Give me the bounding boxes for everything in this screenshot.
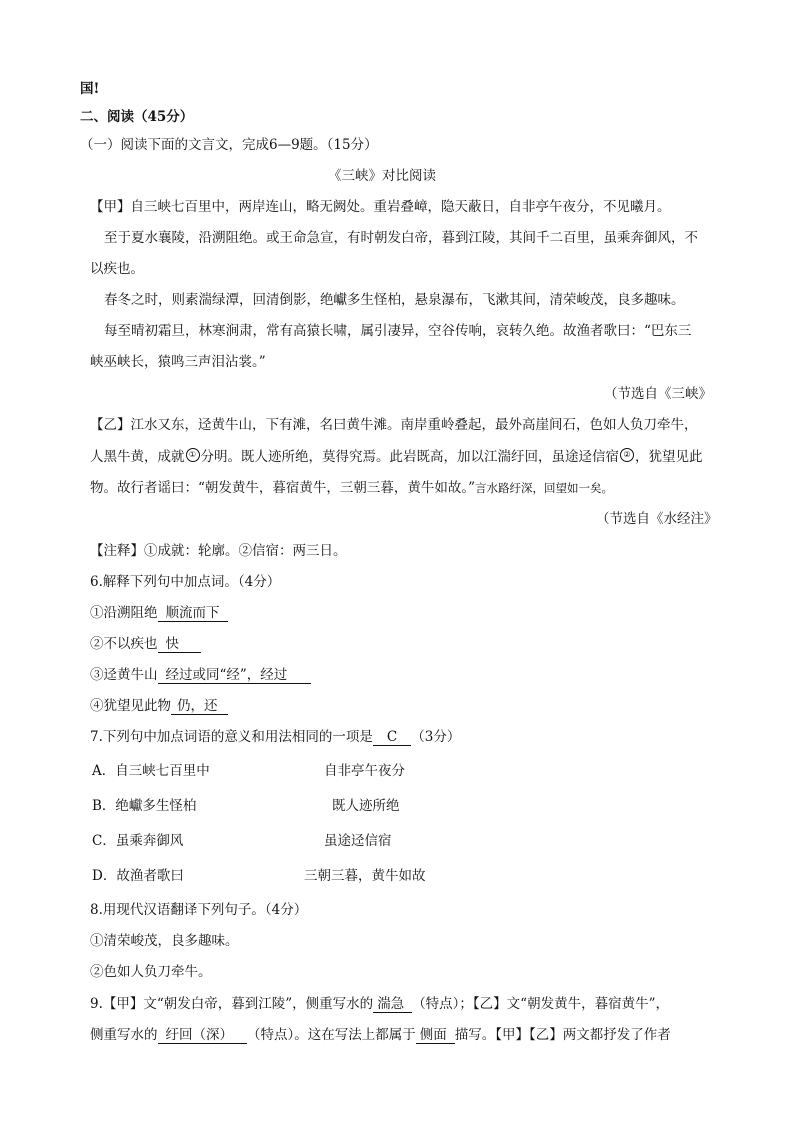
jia-paragraph-3: 春冬之时，则素湍绿潭，回清倒影，绝巘多生怪柏，悬泉瀑布，飞漱其间，清荣峻茂，良多趣味。 [104, 292, 685, 308]
q9-answer-2: 纡回（深） [158, 1027, 248, 1044]
q9-line-1-a: 9.【甲】文“朝发白帝，暮到江陵”，侧重写水的 [90, 996, 374, 1012]
q9-answer-3: 侧面 [416, 1027, 455, 1044]
note-marker-2: ② [620, 448, 634, 462]
q6-item-1-answer: 顺流而下 [158, 605, 228, 622]
yi-source: （节选自《水经注》 [596, 511, 718, 527]
jia-source: （节选自《三峡》 [604, 386, 712, 402]
q6-item-2 [90, 635, 201, 653]
yi-line-1: 【乙】江水又东，迳黄牛山，下有滩，名曰黄牛滩。南岸重岭叠起，最外高崖间石，色如人负刀牵牛， [90, 417, 698, 433]
q6-item-2-answer: 快 [158, 636, 202, 653]
q7-points: （3分） [411, 729, 461, 745]
q9-line-1 [90, 995, 669, 1013]
yi-line-2-a: 人黑牛黄，成就 [90, 449, 185, 465]
q6-item-3 [90, 666, 311, 684]
q7-option-d-right: 三朝三暮，黄牛如故 [304, 868, 426, 884]
q7-option-c-right: 虽途迳信宿 [324, 833, 392, 849]
q6-item-2-question: ②不以疾也 [90, 636, 158, 652]
q7-option-d-left: D．故渔者歌曰 [92, 868, 184, 884]
q6-item-4-answer: 仍，还 [171, 698, 228, 715]
q7-stem-text: 7.下列句中加点词语的意义和用法相同的一项是 [90, 729, 373, 745]
jia-paragraph-1: 【甲】自三峡七百里中，两岸连山，略无阙处。重岩叠嶂，隐天蔽日，自非亭午夜分，不见曦月。 [90, 199, 671, 215]
q6-item-3-question: ③迳黄牛山 [90, 667, 158, 683]
q6-item-4 [90, 697, 228, 715]
section-title: 二、阅读（45分） [80, 109, 194, 125]
q7-option-a-right: 自非亭午夜分 [324, 763, 405, 779]
q9-answer-1: 湍急 [373, 996, 412, 1013]
q6-item-4-question: ④犹望见此物 [90, 698, 171, 714]
q9-line-2 [90, 1026, 671, 1044]
jia-paragraph-4-cont: 峡巫峡长，猿鸣三声泪沾裳。” [90, 354, 266, 370]
part-instruction: （一）阅读下面的文言文，完成6—9题。（15分） [80, 137, 378, 153]
q6-item-1 [90, 604, 228, 622]
jia-paragraph-2: 至于夏水襄陵，沿溯阻绝。或王命急宣，有时朝发白帝，暮到江陵，其间千二百里，虽乘奔御风，不 [104, 230, 698, 246]
q7-option-b-left: B．绝巘多生怪柏 [92, 798, 197, 814]
jia-paragraph-2-cont: 以疾也。 [90, 261, 144, 277]
top-fragment: 国! [80, 81, 100, 97]
q8-item-1: ①清荣峻茂，良多趣味。 [90, 933, 239, 949]
passage-title: 《三峡》对比阅读 [328, 168, 436, 184]
q7-option-c-left: C．虽乘奔御风 [92, 833, 184, 849]
q7-answer: C [373, 729, 411, 746]
q9-line-2-a: 侧重写水的 [90, 1027, 158, 1043]
yi-line-3-b: 言水路纡深，回望如一矣。 [475, 481, 614, 495]
q7-option-b-right: 既人迹所绝 [332, 798, 400, 814]
note-marker-1: ① [186, 448, 200, 462]
q7-option-a-left: A．自三峡七百里中 [92, 763, 210, 779]
jia-paragraph-4: 每至晴初霜旦，林寒涧肃，常有高猿长啸，属引凄异，空谷传响，哀转久绝。故渔者歌曰：“巴东三 [104, 323, 692, 339]
q6-item-3-answer: 经过或同“经”，经过 [158, 667, 312, 684]
q6-item-1-question: ①沿溯阻绝 [90, 605, 158, 621]
q8-stem: 8.用现代汉语翻译下列句子。（4分） [90, 902, 308, 918]
q8-item-2: ②色如人负刀牵牛。 [90, 964, 212, 980]
annotation-notes: 【注释】①成就：轮廓。②信宿：两三日。 [90, 543, 347, 559]
q6-stem: 6.解释下列句中加点词。（4分） [90, 574, 281, 590]
yi-line-2-b: 分明。既人迹所绝，莫得究焉。此岩既高，加以江湍纡回，虽途迳信宿 [200, 449, 619, 465]
q9-line-2-c: 描写。【甲】【乙】两文都抒发了作者 [454, 1027, 671, 1043]
q9-line-1-b: （特点）；【乙】文“朝发黄牛，暮宿黄牛”， [412, 996, 669, 1012]
q9-line-2-b: （特点）。这在写法上都属于 [247, 1027, 416, 1043]
q7-stem [90, 728, 460, 746]
yi-line-2 [90, 448, 703, 466]
yi-line-3-a: 物。故行者谣曰：“朝发黄牛，暮宿黄牛，三朝三暮，黄牛如故。” [90, 480, 476, 496]
yi-line-3 [90, 479, 613, 497]
yi-line-2-c: ，犹望见此 [635, 449, 703, 465]
